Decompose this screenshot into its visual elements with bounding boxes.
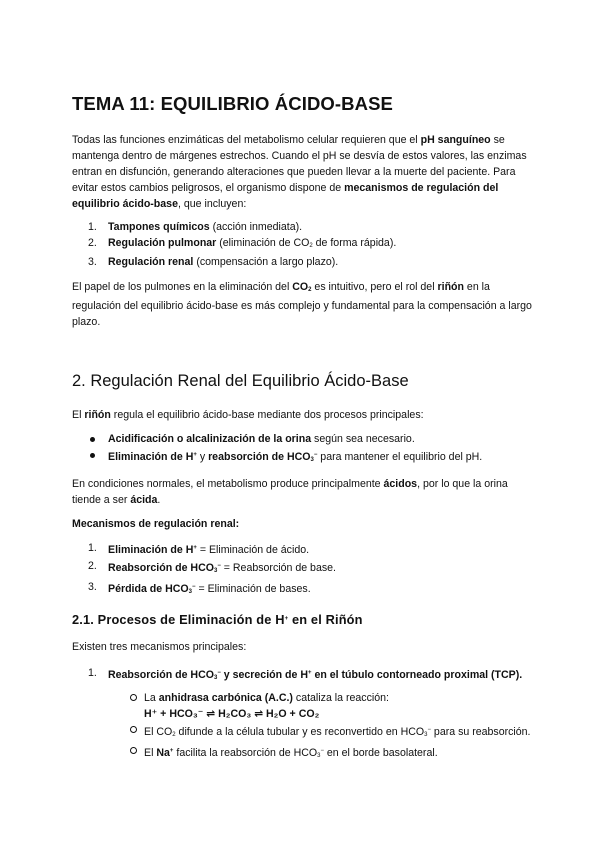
list-item: 3. Regulación renal (compensación a largo plazo). <box>88 256 339 268</box>
elimination-processes-list <box>72 665 532 686</box>
list-item: 3. Pérdida de $HCO_3^-$ = Eliminación de bases. <box>88 581 311 595</box>
regulation-list <box>72 540 532 600</box>
list-item: 1. Eliminación de H+ = Eliminación de ácido. <box>88 542 310 556</box>
list-item: Eliminación de H+ y reabsorción de $HCO_3^-$ para mantener el equilibrio del pH. <box>72 447 532 468</box>
section-2-1-heading: 2.1. Procesos de Eliminación de H+ en el Riñón <box>72 612 363 627</box>
reaction-formula: H⁺ + HCO₃⁻ ⇌ H₂CO₃ ⇌ H₂O + CO₂ <box>144 708 320 720</box>
hollow-bullet-icon <box>130 747 137 754</box>
bullet-icon <box>90 453 95 458</box>
mechanisms-subheading: Mecanismos de regulación renal: <box>72 518 240 530</box>
intro-paragraph: Todas las funciones enzimáticas del metabolismo celular requieren que el pH sanguíneo se mantenga dentro de márgenes estrechos. Cuando el pH se desvía de estos valores, las enzimas entran en disfunción, generando alteraciones que pueden llevar a la muerte del paciente. Para evitar estos cambios peligrosos, el organismo dispone de mecanismos de regulación del equilibrio ácido-base, que incluyen: <box>72 134 527 210</box>
tcp-sublist <box>72 690 532 764</box>
section-2-heading: 2. Regulación Renal del Equilibrio Ácido-Base <box>72 372 409 390</box>
hollow-bullet-icon <box>130 726 137 733</box>
lungs-paragraph: El papel de los pulmones en la eliminación del $CO_2$ es intuitivo, pero el rol del riñón en la regulación del equilibrio ácido-base es más complejo y fundamental para la compensación a largo plazo. <box>72 281 532 328</box>
list-item: 1. Reabsorción de $HCO_3^-$ y secreción de H+ en el túbulo contorneado proximal (TCP). <box>88 667 523 681</box>
hollow-bullet-icon <box>130 694 137 701</box>
processes-list <box>72 431 532 468</box>
list-item: 1. Tampones químicos (acción inmediata). <box>88 221 303 233</box>
list-item: 2. Regulación pulmonar (eliminación de $CO_2$ de forma rápida). <box>88 237 397 249</box>
normal-conditions-paragraph: En condiciones normales, el metabolismo produce principalmente ácidos, por lo que la orina tiende a ser ácida. <box>72 478 508 506</box>
document-page <box>72 92 532 764</box>
sublist-item: La anhidrasa carbónica (A.C.) cataliza la reacción: H⁺ + HCO₃⁻ ⇌ H₂CO₃ ⇌ H₂O + CO₂ <box>72 690 532 722</box>
page-title: TEMA 11: EQUILIBRIO ÁCIDO-BASE <box>72 93 393 114</box>
mechanisms-list <box>72 219 532 270</box>
bullet-icon <box>90 437 95 442</box>
three-mechanisms-paragraph: Existen tres mecanismos principales: <box>72 641 247 653</box>
renal-intro-paragraph: El riñón regula el equilibrio ácido-base mediante dos procesos principales: <box>72 409 424 421</box>
sublist-item: El Na+ facilita la reabsorción de $HCO_3^-$ en el borde basolateral. <box>72 743 532 764</box>
list-item: Acidificación o alcalinización de la orina según sea necesario. <box>72 431 532 447</box>
sublist-item: El $CO_2$ difunde a la célula tubular y es reconvertido en $HCO_3^-$ para su reabsorción. <box>72 722 532 743</box>
list-item: 2. Reabsorción de $HCO_3^-$ = Reabsorción de base. <box>88 560 336 574</box>
